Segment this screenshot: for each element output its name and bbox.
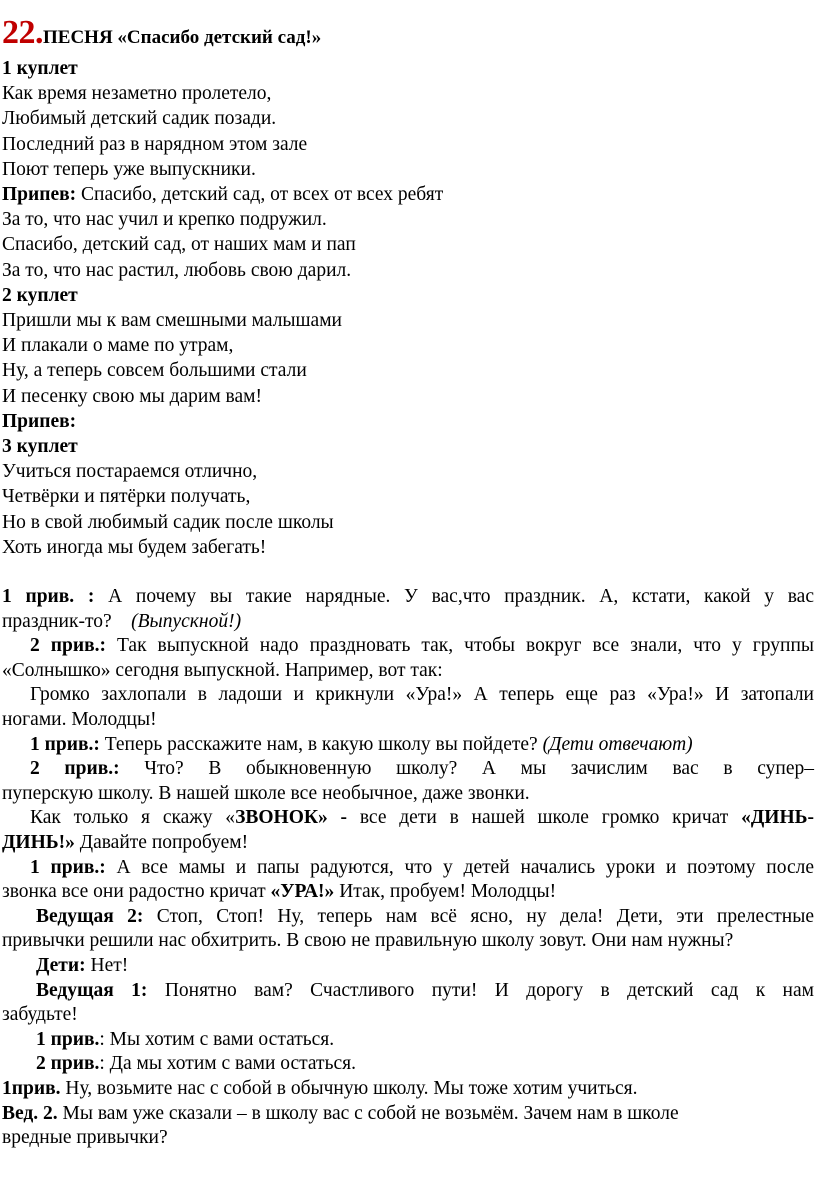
dialogue-paragraph [2, 905, 814, 954]
dialogue-line [2, 831, 814, 856]
verse-1-line: Любимый детский садик позади. [2, 108, 277, 130]
dialogue-paragraph [2, 585, 814, 634]
verse-3-label: 3 куплет [2, 436, 78, 458]
emphasis-text: «ДИНЬ- [741, 807, 814, 829]
dialogue-text: Итак, пробуем! Молодцы! [334, 881, 557, 903]
dialogue-paragraph [2, 733, 814, 758]
dialogue-text: Ну, возьмите нас с собой в обычную школу. Мы тоже хотим учиться. [60, 1077, 638, 1099]
verse-2-line: И плакали о маме по утрам, [2, 335, 234, 357]
dialogue-line: пуперскую школу. В нашей школе все необычное, даже звонки. [2, 782, 530, 804]
dialogue-text: А почему вы такие нарядные. У вас,что праздник. А, кстати, какой у вас [94, 586, 814, 608]
emphasis-text: ДИНЬ!» [2, 832, 75, 853]
page-title [2, 12, 814, 54]
speaker-label: 1 прив.: [30, 733, 100, 755]
verse-1-line: Поют теперь уже выпускники. [2, 158, 256, 180]
dialogue-text: звонка все они радостно кричат [2, 881, 271, 903]
chorus-text: Спасибо, детский сад, от всех от всех ребят [76, 184, 444, 206]
verse-2-line: И песенку свою мы дарим вам! [2, 385, 262, 407]
dialogue-paragraph [2, 634, 814, 683]
dialogue-line: вредные привычки? [2, 1127, 168, 1149]
chorus-line: За то, что нас учил и крепко подружил. [2, 209, 327, 231]
verse-1-label: 1 куплет [2, 58, 78, 79]
dialogue-line: ногами. Молодцы! [2, 709, 157, 731]
speaker-label: Вед. 2. [2, 1102, 58, 1124]
dialogue-paragraph [2, 757, 814, 806]
speaker-label: Дети: [36, 954, 86, 976]
verse-2-label: 2 куплет [2, 284, 78, 306]
dialogue-text: все дети в нашей школе громко кричат [359, 807, 742, 829]
chorus-first-line [2, 182, 814, 207]
chorus-label: Припев: [2, 184, 77, 206]
dialogue-text: Теперь расскажите нам, в какую школу вы пойдете? [99, 733, 543, 755]
chorus-line: За то, что нас растил, любовь свою дарил. [2, 259, 352, 281]
speaker-label: 2 прив.: [30, 758, 120, 780]
dialogue-paragraph [2, 683, 814, 732]
verse-1-line: Как время незаметно пролетело, [2, 83, 272, 105]
dialogue-paragraph [2, 856, 814, 905]
dialogue-text: А все мамы и папы радуются, что у детей начались уроки и поэтому после [105, 856, 814, 878]
dialogue-line [2, 585, 814, 610]
dialogue-line: привычки решили нас обхитрить. В свою не правильную школу зовут. Они нам нужны? [2, 930, 734, 952]
dialogue-text: Понятно вам? Счастливого пути! И дорогу в детский сад к нам [147, 979, 814, 1001]
speaker-label: 1 прив. : [2, 586, 95, 608]
speaker-label: 1прив. [2, 1077, 61, 1099]
dialogue-line [2, 1077, 814, 1102]
verse-3-line: Четвёрки и пятёрки получать, [2, 486, 251, 508]
speaker-label: 2 прив.: [30, 635, 106, 657]
dialogue-paragraph [2, 979, 814, 1028]
dialogue-paragraph [2, 1077, 814, 1102]
dialogue-line [2, 856, 814, 881]
dialogue-text: Стоп, Стоп! Ну, теперь нам всё ясно, ну дела! Дети, эти прелестные [143, 905, 814, 927]
dialogue-text: Нет! [85, 954, 129, 976]
verse-2-line: Ну, а теперь совсем большими стали [2, 360, 307, 382]
dialogue-line: «Солнышко» сегодня выпускной. Например, вот так: [2, 659, 443, 681]
verse-2-line: Пришли мы к вам смешными малышами [2, 310, 342, 332]
dialogue-text: Мы вам уже сказали – в школу вас с собой не возьмём. Зачем нам в школе [57, 1102, 679, 1124]
speaker-label: Ведущая 2: [36, 905, 144, 927]
dialogue-paragraph [2, 954, 814, 979]
emphasis-text: ЗВОНОК» - [235, 807, 360, 829]
dialogue-text: Так выпускной надо праздновать так, чтобы вокруг все знали, что у группы [105, 635, 814, 657]
dialogue-line [2, 954, 814, 979]
dialogue-line [2, 610, 814, 635]
dialogue-line [2, 905, 814, 930]
chorus-repeat-label: Припев: [2, 410, 77, 432]
stage-note: (Дети отвечают) [542, 733, 693, 755]
dialogue-paragraph [2, 1028, 814, 1053]
dialogue-line [2, 1052, 814, 1077]
verse-1-line: Последний раз в нарядном этом зале [2, 133, 308, 155]
speaker-label: 1 прив. [36, 1028, 100, 1050]
dialogue-text: Как только я скажу « [30, 807, 236, 829]
dialogue-line [2, 733, 814, 758]
chorus-line: Спасибо, детский сад, от наших мам и пап [2, 234, 356, 256]
verse-3-line: Учиться постараемся отлично, [2, 461, 258, 483]
stage-note: (Выпускной!) [131, 610, 242, 632]
song-title: ПЕСНЯ «Спасибо детский сад!» [43, 27, 322, 48]
speaker-label: 2 прив. [36, 1053, 100, 1075]
dialogue-line [2, 979, 814, 1004]
song-number: 22. [2, 14, 43, 51]
dialogue-line [2, 634, 814, 659]
dialogue-text: : Мы хотим с вами остаться. [99, 1028, 335, 1050]
emphasis-text: «УРА!» [270, 881, 335, 903]
dialogue-text: Давайте попробуем! [74, 832, 249, 853]
dialogue-text: праздник-то? [2, 610, 112, 632]
dialogue-line [2, 1028, 814, 1053]
speaker-label: 1 прив.: [30, 856, 106, 878]
verse-3-line: Хоть иногда мы будем забегать! [2, 536, 267, 558]
dialogue-line: забудьте! [2, 1004, 78, 1026]
dialogue-paragraph [2, 1052, 814, 1077]
spacer [2, 560, 814, 585]
dialogue-line [2, 757, 814, 782]
verse-3-line: Но в свой любимый садик после школы [2, 511, 334, 533]
dialogue-text: Что? В обыкновенную школу? А мы зачислим вас в супер– [119, 758, 815, 780]
dialogue-line: Громко захлопали в ладоши и крикнули «Ура!» А теперь еще раз «Ура!» И затопали [30, 684, 814, 706]
dialogue-paragraph [2, 1102, 814, 1151]
dialogue-line [2, 806, 814, 831]
dialogue-text: : Да мы хотим с вами остаться. [99, 1053, 356, 1075]
speaker-label: Ведущая 1: [36, 979, 148, 1001]
dialogue-line [2, 880, 814, 905]
dialogue-line [2, 1102, 814, 1127]
dialogue-paragraph [2, 806, 814, 855]
